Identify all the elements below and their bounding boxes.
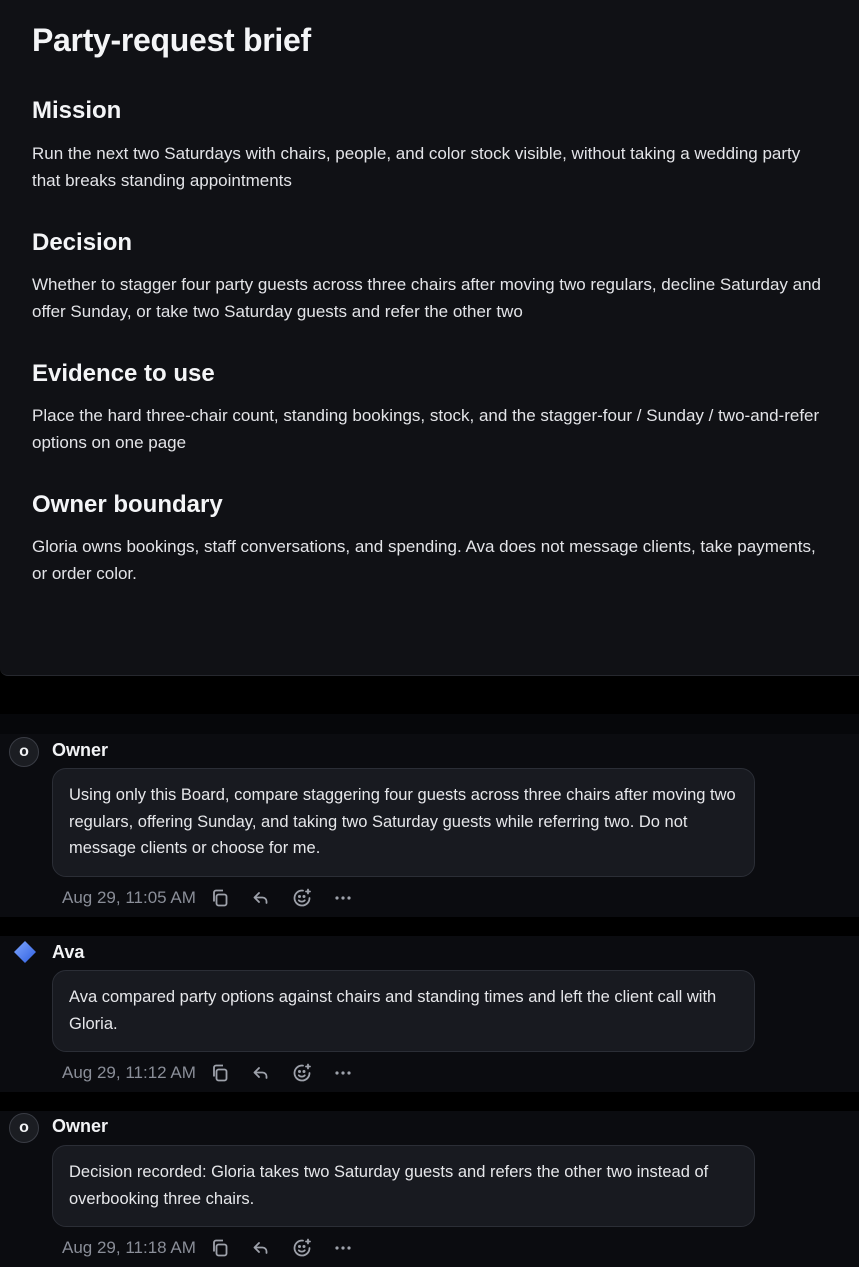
- blue-diamond-icon: [13, 940, 37, 964]
- message-timestamp: Aug 29, 11:12 AM: [62, 1063, 196, 1082]
- section-heading-evidence: Evidence to use: [32, 360, 215, 387]
- section-heading-mission: Mission: [32, 97, 122, 124]
- message-bubble: Ava compared party options against chairs and standing times and left the client call with Gloria.: [52, 970, 755, 1052]
- chat-message: [0, 1111, 859, 1267]
- add-reaction-icon[interactable]: [290, 1061, 314, 1085]
- message-meta: [62, 1061, 372, 1085]
- owner-avatar: o: [9, 737, 39, 767]
- reply-icon[interactable]: [249, 1236, 273, 1260]
- message-sender: Owner: [52, 740, 109, 760]
- reply-icon[interactable]: [249, 1061, 273, 1085]
- chat-message: [0, 734, 859, 917]
- section-heading-decision: Decision: [32, 229, 133, 256]
- section-body-decision: Whether to stagger four party guests across three chairs after moving two regulars, decline Saturday and offer Sunday, or take two Saturday guests and refer the other two: [32, 275, 822, 321]
- message-bubble: Using only this Board, compare staggering four guests across three chairs after moving two regulars, offering Sunday, and taking two Saturday guests while referring two. Do not message clients or choose for me.: [52, 768, 755, 877]
- owner-avatar: o: [9, 1113, 39, 1143]
- message-meta: [62, 1236, 372, 1260]
- reply-icon[interactable]: [249, 886, 273, 910]
- brief-title: Party-request brief: [32, 22, 311, 58]
- section-heading-owner-boundary: Owner boundary: [32, 491, 223, 518]
- section-body-evidence: Place the hard three-chair count, standing bookings, stock, and the stagger-four / Sunday / two-and-refer options on one page: [32, 406, 820, 452]
- message-meta: [62, 886, 372, 910]
- message-sender: Owner: [52, 1116, 109, 1136]
- message-sender: Ava: [52, 942, 85, 962]
- section-body-owner-boundary: Gloria owns bookings, staff conversations, and spending. Ava does not message clients, take payments, or order color.: [32, 537, 816, 583]
- copy-icon[interactable]: [208, 1236, 232, 1260]
- add-reaction-icon[interactable]: [290, 1236, 314, 1260]
- more-options-icon[interactable]: [331, 1061, 355, 1085]
- copy-icon[interactable]: [208, 886, 232, 910]
- add-reaction-icon[interactable]: [290, 886, 314, 910]
- message-timestamp: Aug 29, 11:05 AM: [62, 888, 196, 907]
- more-options-icon[interactable]: [331, 1236, 355, 1260]
- more-options-icon[interactable]: [331, 886, 355, 910]
- chat-message: [0, 936, 859, 1092]
- separator-band: [0, 714, 859, 734]
- message-timestamp: Aug 29, 11:18 AM: [62, 1238, 196, 1257]
- section-body-mission: Run the next two Saturdays with chairs, people, and color stock visible, without taking a wedding party that breaks standing appointments: [32, 144, 801, 190]
- message-bubble: Decision recorded: Gloria takes two Saturday guests and refers the other two instead of overbooking three chairs.: [52, 1145, 755, 1227]
- copy-icon[interactable]: [208, 1061, 232, 1085]
